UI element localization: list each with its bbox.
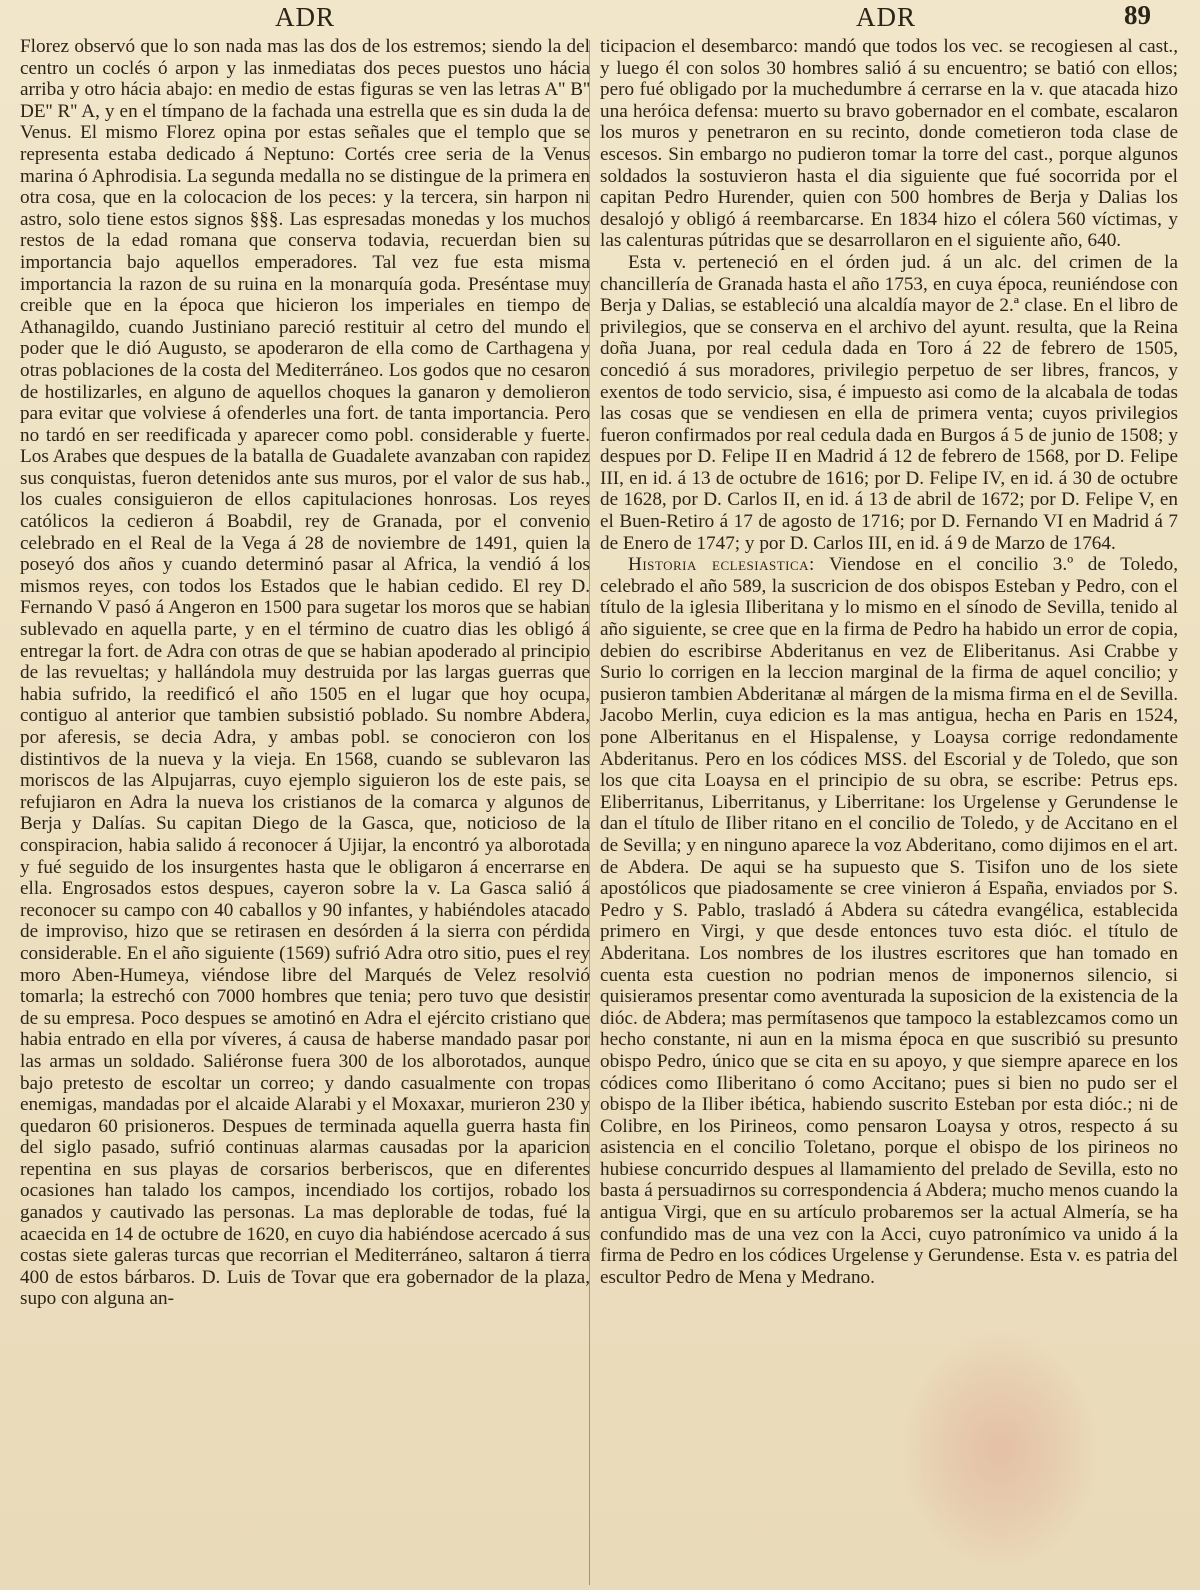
left-column [20,36,590,1584]
section-heading: Historia eclesiastica: [628,554,815,576]
right-paragraph-3-text: Viendose en el concilio 3.º de Toledo, celebrado el año 589, la suscricion de dos obispos Esteban y Pedro, con el título de la iglesia Iliberitana y lo mismo en el sínodo de Sevilla, tenido al año siguiente, se cree que en la firma de Pedro ha habido un error de copia, debien do escribirse Abderitanus en vez de Eliberitanus. Asi Crabbe y Surio lo corrigen en la leccion marginal de la firma de aquel concilio; y pusieron tambien Abderitanæ al márgen de la misma firma en el de Sevilla. Jacobo Merlin, cuya edicion es la mas antigua, hecha en Paris en 1524, pone Alberitanus en el Hispalense, y Loaysa corrige redondamente Abderitanus. Pero en los códices MSS. del Escorial y de Toledo, que son los que cita Loaysa en el principio de su obra, se escribe: Petrus eps. Eliberritanus, Liberritanus, y Liberritane: los Urgelense y Gerundense le dan el título de Iliber ritano en el concilio de Toledo, y de Accitano en el de Sevilla; y en ninguno aparece la voz Abderitano, como dijimos en el art. de Abdera. De aqui se ha supuesto que S. Tisifon uno de los siete apostólicos que piadosamente se cree vinieron á España, enviados por S. Pedro y S. Pablo, trasladó á Abdera su cátedra evangélica, establecida primero en Virgi, y que desde entonces tuvo esta dióc. el título de Abderitana. Los nombres de los ilustres escritores que han tomado en cuenta esta cuestion no podrian menos de imponernos silencio, si quisieramos presentar como aventurada la suposicion de la existencia de la dióc. de Abdera; mas permítasenos que tampoco la establezcamos como un hecho constante, ni aun en la misma época en que suscribió su presunto obispo Pedro, único que se cita en su apoyo, y que siempre aparece en los códices como Iliberitano ó como Accitano; pues si bien no pudo ser el obispo de la Iliber ibética, habiendo suscrito Esteban por esta dióc.; ni de Colibre, en los Pirineos, como pensaron Loaysa y otros, respecto á su asistencia en el concilio Toletano, porque el obispo de los pirineos no hubiese concurrido despues al llamamiento del prelado de Sevilla, esto no basta á persuadirnos su correspondencia á Abdera; mucho menos cuando la antigua Virgi, que en su artículo probaremos ser la actual Almería, se ha confundido mas de una vez con la Acci, cuyo patronímico va unido á la firma de Pedro en los códices Urgelense y Gerundense. Esta v. es patria del escultor Pedro de Mena y Medrano. [600,554,1178,1288]
right-column [600,36,1178,1584]
right-paragraph-2: Esta v. perteneció en el órden jud. á un alc. del crimen de la chancillería de Granada hasta el año 1753, en cuya época, reuniéndose con Berja y Dalias, se estableció una alcaldía mayor de 2.ª clase. En el libro de privilegios, que se conserva en el archivo del ayunt. resulta, que la Reina doña Juana, por real cedula dada en Toro á 22 de febrero de 1505, concedió á sus moradores, privilegio perpetuo de ser libres, francos, y exentos de todo servicio, sisa, é impuesto asi como de la alcabala de todas las cosas que se vendiesen en ella de primera venta; cuyos privilegios fueron confirmados por real cedula dada en Burgos á 5 de junio de 1508; y despues por D. Felipe II en Madrid á 12 de febrero de 1568, por D. Felipe III, en id. á 13 de octubre de 1616; por D. Felipe IV, en id. á 30 de octubre de 1628, por D. Carlos II, en id. á 13 de abril de 1672; por D. Felipe V, en el Buen-Retiro á 17 de agosto de 1716; por D. Fernando VI en Madrid á 7 de Enero de 1747; y por D. Carlos III, en id. á 9 de Marzo de 1764. [600,251,1178,554]
right-paragraph-3 [600,554,1178,1288]
page-number: 89 [1124,0,1151,30]
right-paragraph-1: ticipacion el desembarco: mandó que todos los vec. se recogiesen al cast., y luego él con solos 30 hombres salió á su encuentro; se batió con ellos; pero fué obligado por la muchedumbre á cerrarse en la v. que atacada hizo una heróica defensa: muerto su bravo gobernador en el combate, escalaron los muros y penetraron en su recinto, donde cometieron toda clase de escesos. Sin embargo no pudieron tomar la torre del cast., porque algunos soldados la sostuvieron hasta el dia siguiente que fué socorrida por el capitan Pedro Hurender, quien con 500 hombres de Berja y Dalias los desalojó y obligó á reembarcarse. En 1834 hizo el cólera 560 víctimas, y las calenturas pútridas que se desarrollaron en el siguiente año, 640. [600,36,1178,252]
header-left: ADR [275,2,336,32]
header-right: ADR [856,2,917,32]
left-paragraph: Florez observó que lo son nada mas las dos de los estremos; siendo la del centro un coclés ó arpon y las inmediatas dos peces puestos uno hácia arriba y otro hácia abajo: en medio de estas figuras se ven las letras A'' B'' DE'' R'' A, y en el tímpano de la fachada una estrella que es sin duda la de Venus. El mismo Florez opina por estas señales que el templo que se representa estaba dedicado á Neptuno: Cortés cree seria de la Venus marina ó Aphrodisia. La segunda medalla no se distingue de la primera en otra cosa, que en la colocacion de los peces: y la tercera, sin harpon ni astro, solo tiene estos signos §§§. Las espresadas monedas y los muchos restos de la edad romana que conserva todavia, recuerdan bien su importancia bajo aquellos emperadores. Tal vez fue esta misma importancia la razon de su ruina en la monarquía goda. Preséntase muy creible que en la época que hicieron los imperiales en tiempo de Athanagildo, cuando Justiniano pareció restituir al cetro del mundo el poder que le dió Augusto, se apoderaron de ella como de Carthagena y otras poblaciones de la costa del Mediterráneo. Los godos que no cesaron de hostilizarles, en alguno de aquellos choques la ganaron y demolieron para evitar que volviese á ofenderles una fort. de tanta importancia. Pero no tardó en ser reedificada y aparecer como pobl. considerable y fuerte. Los Arabes que despues de la batalla de Guadalete avanzaban con rapidez sus conquistas, fueron detenidos ante sus muros, por el valor de sus hab., los cuales consiguieron de ellos capitulaciones honrosas. Los reyes católicos la cedieron á Boabdil, rey de Granada, por el convenio celebrado en el Real de la Vega á 28 de noviembre de 1491, quien la poseyó dos años y cuando determinó pasar al Africa, la vendió á los mismos reyes, con todos los Estados que le habian cedido. El rey D. Fernando V pasó á Angeron en 1500 para sugetar los moros que se habian sublevado en aquella parte, y en el término de cuatro dias les obligó á entregar la fort. de Adra con otras de que se habian apoderado al principio de las revueltas; y hallándola muy destruida por las largas guerras que habia sufrido, la reedificó el año 1505 en el lugar que hoy ocupa, contiguo al anterior que tambien subsistió poblado. Su nombre Abdera, por aferesis, se decia Adra, y ambas pobl. se conocieron con los distintivos de la nueva y la vieja. En 1568, cuando se sublevaron las moriscos de las Alpujarras, cuyo ejemplo siguieron los de este pais, se refujiaron en Adra la nueva los cristianos de la comarca y algunos de Berja y Dalías. Su capitan Diego de la Gasca, que, noticioso de la conspiracion, habia salido á reconocer á Ujijar, la encontró ya alborotada y fué seguido de los insurgentes hasta que le obligaron á encerrarse en ella. Engrosados estos despues, cayeron sobre la v. La Gasca salió á reconocer su campo con 40 caballos y 90 infantes, y habiéndoles atacado de improviso, hizo que se retirasen en desórden á la sierra con pérdida considerable. En el año siguiente (1569) sufrió Adra otro sitio, pues el rey moro Aben-Humeya, viéndose libre del Marqués de Velez resolvió tomarla; la estrechó con 7000 hombres que tenia; pero tuvo que desistir de su empresa. Poco despues se amotinó en Adra el ejército cristiano que habia entrado en ella por víveres, á causa de haberse mandado pasar por las armas un soldado. Saliéronse fuera 300 de los alborotados, aunque bajo pretesto de escoltar un correo; y dando casualmente con tropas enemigas, mandadas por el alcaide Alarabi y el Moxaxar, murieron 230 y quedaron 60 prisioneros. Despues de terminada aquella guerra hasta fin del siglo pasado, sufrió continuas alarmas causadas por la aparicion repentina en sus playas de corsarios berberiscos, que en diferentes ocasiones han talado los campos, incendiado los cortijos, robado los ganados y cautivado las personas. La mas deplorable de todas, fué la acaecida en 14 de octubre de 1620, en cuyo dia habiéndose acercado á sus costas siete galeras turcas que recorrian el Mediterráneo, saltaron á tierra 400 de estos bárbaros. D. Luis de Tovar que era gobernador de la plaza, supo con alguna an- [20,36,590,1310]
running-header [0,0,1200,34]
